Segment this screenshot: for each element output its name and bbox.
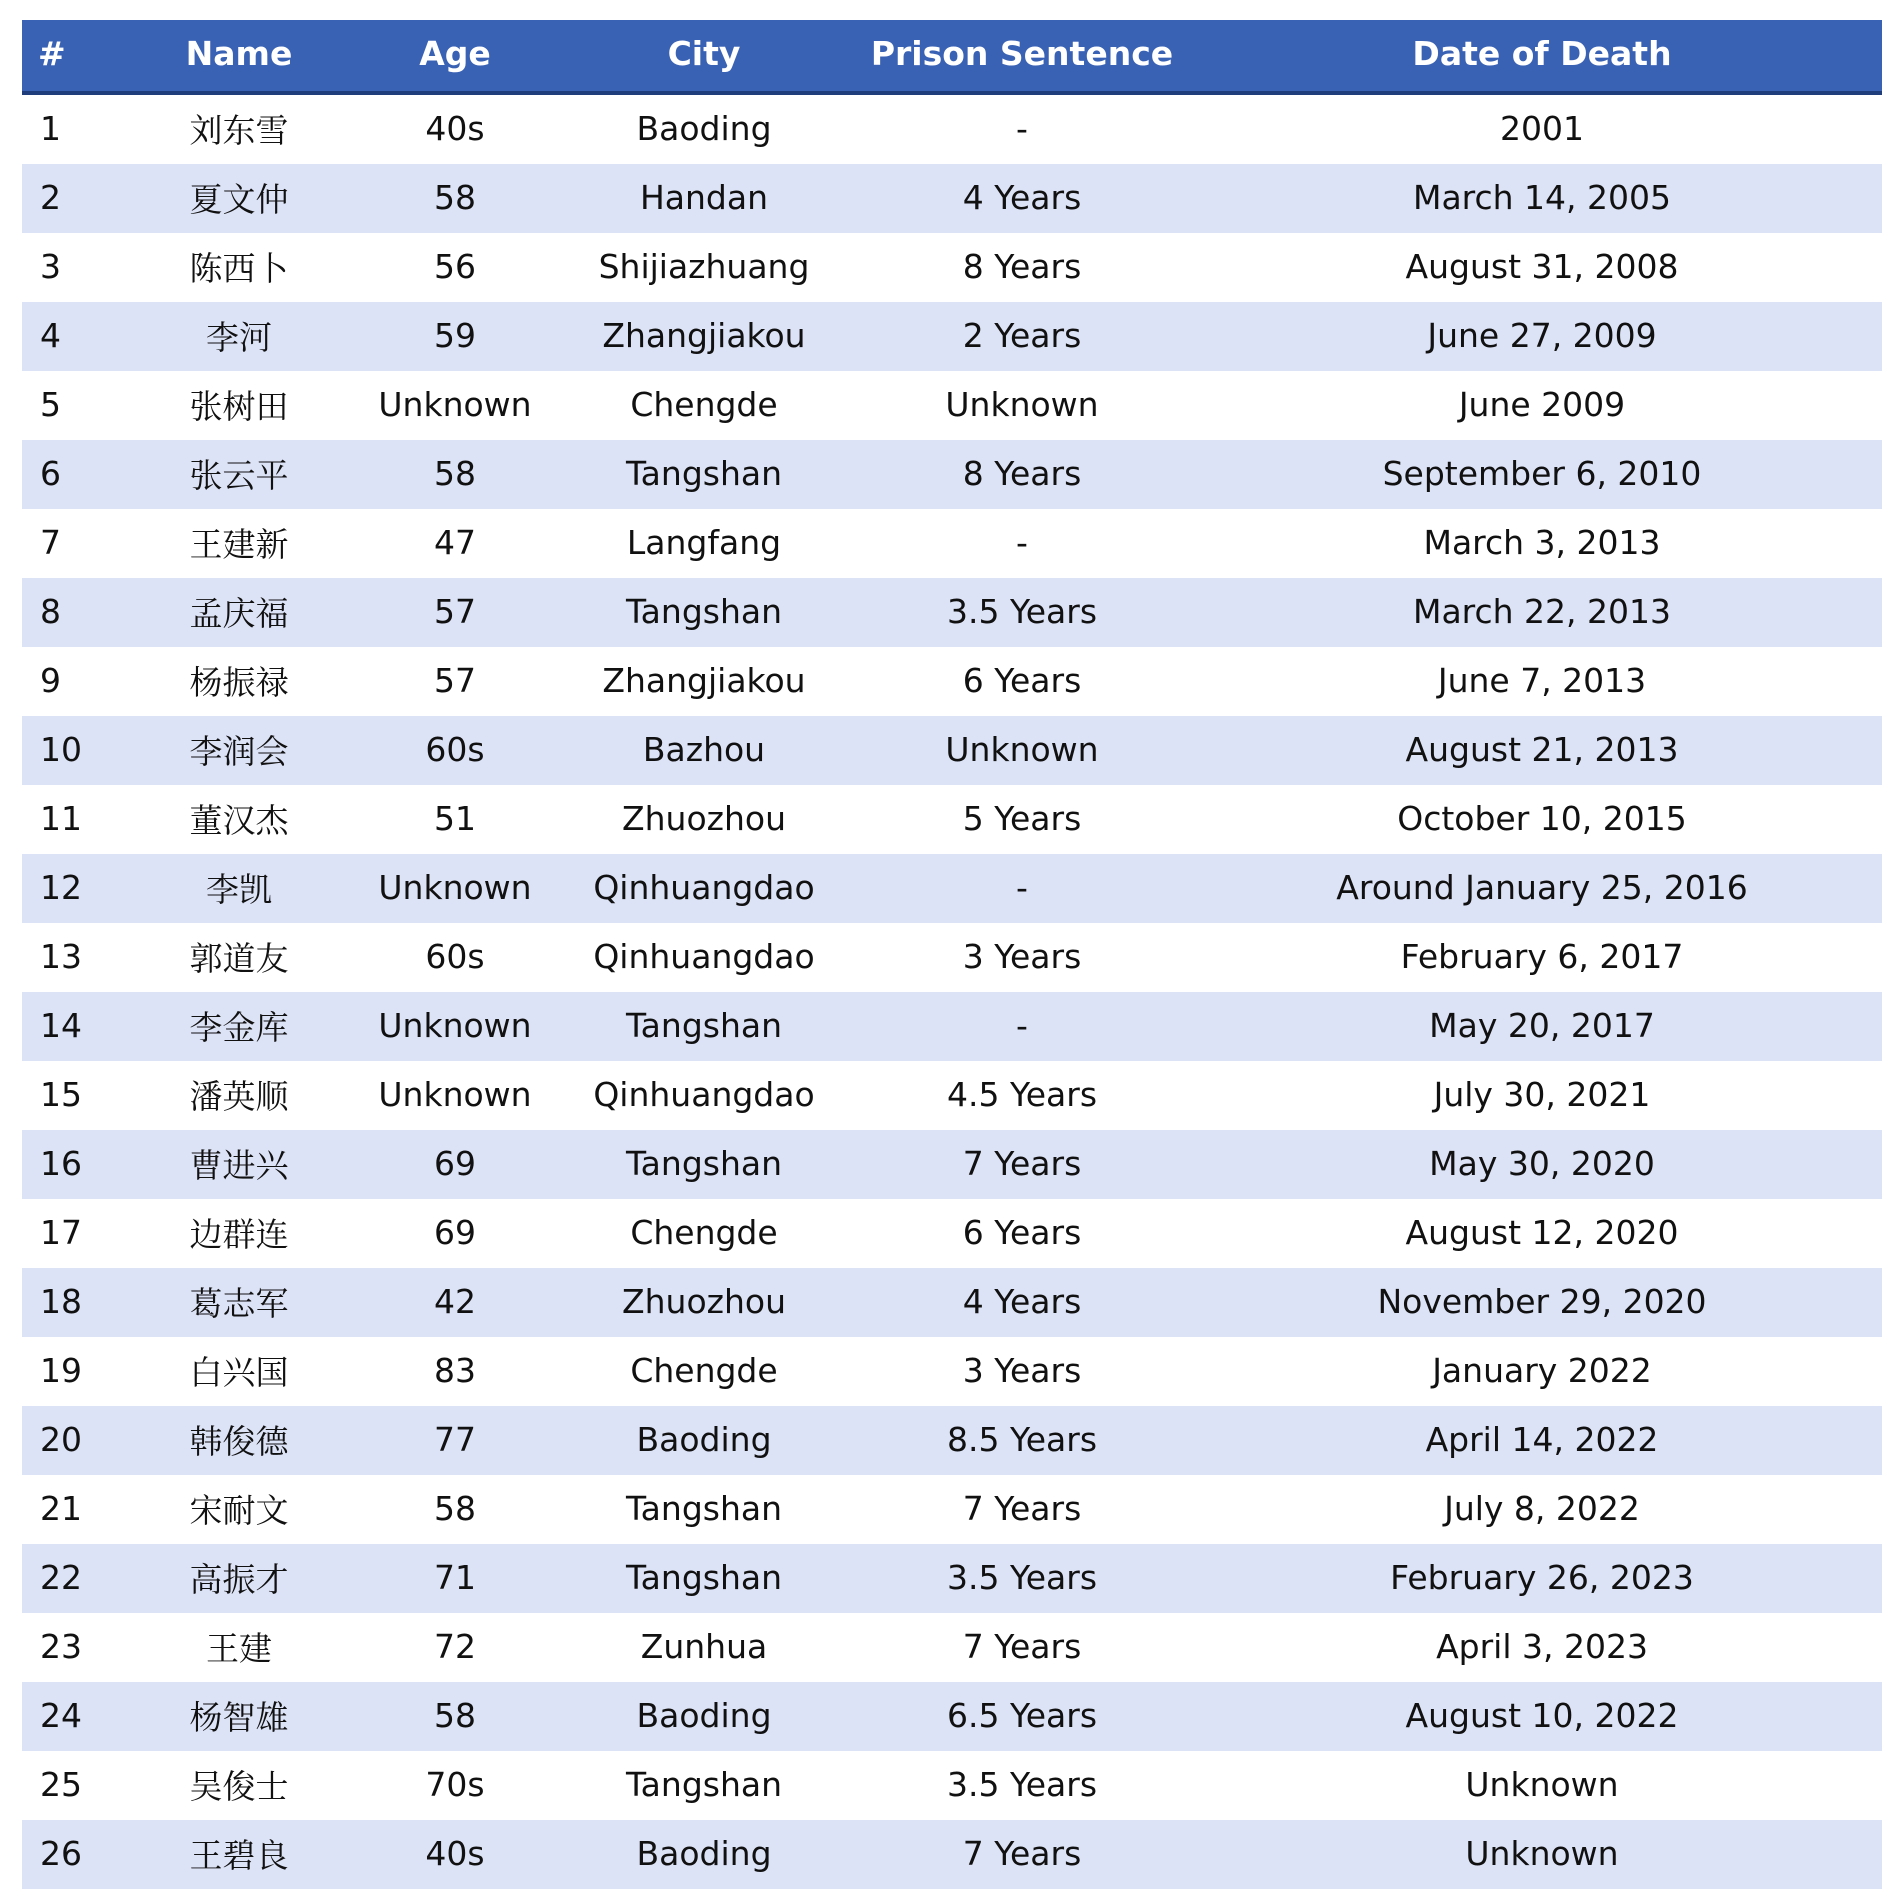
cell-city: Shijiazhuang bbox=[566, 233, 842, 302]
cell-name: 韩俊德 bbox=[134, 1406, 344, 1475]
cell-city: Tangshan bbox=[566, 1130, 842, 1199]
cell-city: Handan bbox=[566, 164, 842, 233]
cell-num: 21 bbox=[22, 1475, 134, 1544]
cell-death: July 8, 2022 bbox=[1202, 1475, 1882, 1544]
cell-city: Tangshan bbox=[566, 992, 842, 1061]
cell-death: September 6, 2010 bbox=[1202, 440, 1882, 509]
cell-name: 杨智雄 bbox=[134, 1682, 344, 1751]
cell-death: Around January 25, 2016 bbox=[1202, 854, 1882, 923]
cell-age: 70s bbox=[344, 1751, 566, 1820]
cell-sentence: 7 Years bbox=[842, 1475, 1202, 1544]
cell-name: 李凯 bbox=[134, 854, 344, 923]
cell-age: Unknown bbox=[344, 1061, 566, 1130]
cell-num: 25 bbox=[22, 1751, 134, 1820]
cell-age: Unknown bbox=[344, 992, 566, 1061]
cell-name: 李润会 bbox=[134, 716, 344, 785]
table-row bbox=[22, 1199, 1882, 1268]
cell-sentence: 4 Years bbox=[842, 164, 1202, 233]
cell-sentence: - bbox=[842, 509, 1202, 578]
cell-sentence: 3.5 Years bbox=[842, 578, 1202, 647]
cell-city: Langfang bbox=[566, 509, 842, 578]
cell-sentence: 4 Years bbox=[842, 1268, 1202, 1337]
table-row bbox=[22, 164, 1882, 233]
cell-city: Zunhua bbox=[566, 1613, 842, 1682]
cell-name: 王建 bbox=[134, 1613, 344, 1682]
cell-death: August 31, 2008 bbox=[1202, 233, 1882, 302]
cell-name: 杨振禄 bbox=[134, 647, 344, 716]
cell-name: 高振才 bbox=[134, 1544, 344, 1613]
cell-city: Qinhuangdao bbox=[566, 923, 842, 992]
cell-death: August 10, 2022 bbox=[1202, 1682, 1882, 1751]
cell-age: 58 bbox=[344, 1682, 566, 1751]
cell-death: May 20, 2017 bbox=[1202, 992, 1882, 1061]
cell-name: 李河 bbox=[134, 302, 344, 371]
cell-death: April 14, 2022 bbox=[1202, 1406, 1882, 1475]
cell-age: 40s bbox=[344, 93, 566, 164]
cell-death: August 12, 2020 bbox=[1202, 1199, 1882, 1268]
table-row bbox=[22, 854, 1882, 923]
table-row bbox=[22, 1475, 1882, 1544]
cell-sentence: 8 Years bbox=[842, 440, 1202, 509]
cell-num: 24 bbox=[22, 1682, 134, 1751]
cell-city: Bazhou bbox=[566, 716, 842, 785]
cell-age: 58 bbox=[344, 164, 566, 233]
cell-age: Unknown bbox=[344, 371, 566, 440]
cell-name: 孟庆福 bbox=[134, 578, 344, 647]
cell-num: 1 bbox=[22, 93, 134, 164]
cell-age: 77 bbox=[344, 1406, 566, 1475]
cell-name: 张云平 bbox=[134, 440, 344, 509]
cell-sentence: 4.5 Years bbox=[842, 1061, 1202, 1130]
cell-name: 宋耐文 bbox=[134, 1475, 344, 1544]
table-row bbox=[22, 716, 1882, 785]
cell-sentence: 3.5 Years bbox=[842, 1751, 1202, 1820]
cell-sentence: Unknown bbox=[842, 371, 1202, 440]
cell-city: Chengde bbox=[566, 371, 842, 440]
cell-sentence: Unknown bbox=[842, 716, 1202, 785]
table-row bbox=[22, 233, 1882, 302]
cell-name: 王碧良 bbox=[134, 1820, 344, 1889]
cell-num: 10 bbox=[22, 716, 134, 785]
cell-age: 57 bbox=[344, 647, 566, 716]
cell-sentence: - bbox=[842, 992, 1202, 1061]
table-row bbox=[22, 578, 1882, 647]
cell-city: Qinhuangdao bbox=[566, 854, 842, 923]
cell-sentence: 7 Years bbox=[842, 1820, 1202, 1889]
cell-sentence: - bbox=[842, 854, 1202, 923]
cell-age: 72 bbox=[344, 1613, 566, 1682]
cell-num: 2 bbox=[22, 164, 134, 233]
cell-name: 吴俊士 bbox=[134, 1751, 344, 1820]
table-body bbox=[22, 93, 1882, 1889]
cell-num: 9 bbox=[22, 647, 134, 716]
cell-num: 5 bbox=[22, 371, 134, 440]
cell-age: Unknown bbox=[344, 854, 566, 923]
cell-city: Tangshan bbox=[566, 1544, 842, 1613]
cell-name: 曹进兴 bbox=[134, 1130, 344, 1199]
cell-city: Tangshan bbox=[566, 1475, 842, 1544]
table-row bbox=[22, 371, 1882, 440]
cell-city: Baoding bbox=[566, 1682, 842, 1751]
cell-num: 17 bbox=[22, 1199, 134, 1268]
cell-num: 23 bbox=[22, 1613, 134, 1682]
table-row bbox=[22, 509, 1882, 578]
cell-age: 69 bbox=[344, 1130, 566, 1199]
cell-city: Zhangjiakou bbox=[566, 302, 842, 371]
cell-death: Unknown bbox=[1202, 1751, 1882, 1820]
cell-death: June 7, 2013 bbox=[1202, 647, 1882, 716]
cell-age: 51 bbox=[344, 785, 566, 854]
table-row bbox=[22, 1406, 1882, 1475]
column-header-city: City bbox=[566, 20, 842, 93]
table-row bbox=[22, 302, 1882, 371]
cell-age: 40s bbox=[344, 1820, 566, 1889]
table-row bbox=[22, 1268, 1882, 1337]
cell-name: 陈西卜 bbox=[134, 233, 344, 302]
cell-num: 14 bbox=[22, 992, 134, 1061]
table-row bbox=[22, 785, 1882, 854]
table-row bbox=[22, 1613, 1882, 1682]
cell-age: 60s bbox=[344, 716, 566, 785]
cell-sentence: 3 Years bbox=[842, 923, 1202, 992]
column-header-prison-sentence: Prison Sentence bbox=[842, 20, 1202, 93]
cell-sentence: 6 Years bbox=[842, 647, 1202, 716]
cell-age: 58 bbox=[344, 440, 566, 509]
cell-name: 潘英顺 bbox=[134, 1061, 344, 1130]
cell-num: 11 bbox=[22, 785, 134, 854]
cell-age: 71 bbox=[344, 1544, 566, 1613]
cell-name: 张树田 bbox=[134, 371, 344, 440]
cell-sentence: 6 Years bbox=[842, 1199, 1202, 1268]
cell-name: 董汉杰 bbox=[134, 785, 344, 854]
cell-death: February 26, 2023 bbox=[1202, 1544, 1882, 1613]
deaths-table bbox=[22, 20, 1882, 1889]
cell-sentence: 6.5 Years bbox=[842, 1682, 1202, 1751]
cell-death: August 21, 2013 bbox=[1202, 716, 1882, 785]
table-row bbox=[22, 992, 1882, 1061]
cell-age: 60s bbox=[344, 923, 566, 992]
cell-death: November 29, 2020 bbox=[1202, 1268, 1882, 1337]
cell-death: June 27, 2009 bbox=[1202, 302, 1882, 371]
cell-name: 葛志军 bbox=[134, 1268, 344, 1337]
cell-sentence: 8.5 Years bbox=[842, 1406, 1202, 1475]
cell-name: 夏文仲 bbox=[134, 164, 344, 233]
cell-name: 郭道友 bbox=[134, 923, 344, 992]
cell-num: 6 bbox=[22, 440, 134, 509]
table-row bbox=[22, 1337, 1882, 1406]
cell-death: April 3, 2023 bbox=[1202, 1613, 1882, 1682]
table-header bbox=[22, 20, 1882, 93]
column-header-date-of-death: Date of Death bbox=[1202, 20, 1882, 93]
cell-city: Tangshan bbox=[566, 1751, 842, 1820]
cell-age: 56 bbox=[344, 233, 566, 302]
cell-death: 2001 bbox=[1202, 93, 1882, 164]
cell-city: Chengde bbox=[566, 1199, 842, 1268]
cell-death: July 30, 2021 bbox=[1202, 1061, 1882, 1130]
cell-name: 李金库 bbox=[134, 992, 344, 1061]
cell-num: 20 bbox=[22, 1406, 134, 1475]
table-header-row bbox=[22, 20, 1882, 93]
cell-sentence: 8 Years bbox=[842, 233, 1202, 302]
cell-name: 王建新 bbox=[134, 509, 344, 578]
cell-num: 22 bbox=[22, 1544, 134, 1613]
cell-city: Tangshan bbox=[566, 440, 842, 509]
table-row bbox=[22, 923, 1882, 992]
cell-death: March 22, 2013 bbox=[1202, 578, 1882, 647]
cell-num: 8 bbox=[22, 578, 134, 647]
cell-num: 19 bbox=[22, 1337, 134, 1406]
cell-num: 12 bbox=[22, 854, 134, 923]
cell-city: Baoding bbox=[566, 93, 842, 164]
cell-age: 47 bbox=[344, 509, 566, 578]
cell-death: January 2022 bbox=[1202, 1337, 1882, 1406]
cell-num: 4 bbox=[22, 302, 134, 371]
column-header-age: Age bbox=[344, 20, 566, 93]
cell-city: Baoding bbox=[566, 1406, 842, 1475]
cell-num: 16 bbox=[22, 1130, 134, 1199]
cell-death: May 30, 2020 bbox=[1202, 1130, 1882, 1199]
cell-sentence: 7 Years bbox=[842, 1613, 1202, 1682]
table-row bbox=[22, 1820, 1882, 1889]
cell-num: 26 bbox=[22, 1820, 134, 1889]
cell-num: 15 bbox=[22, 1061, 134, 1130]
cell-death: February 6, 2017 bbox=[1202, 923, 1882, 992]
cell-age: 69 bbox=[344, 1199, 566, 1268]
cell-age: 42 bbox=[344, 1268, 566, 1337]
cell-age: 59 bbox=[344, 302, 566, 371]
table-row bbox=[22, 1130, 1882, 1199]
cell-death: Unknown bbox=[1202, 1820, 1882, 1889]
cell-city: Zhangjiakou bbox=[566, 647, 842, 716]
cell-sentence: 5 Years bbox=[842, 785, 1202, 854]
cell-age: 83 bbox=[344, 1337, 566, 1406]
cell-city: Tangshan bbox=[566, 578, 842, 647]
cell-age: 57 bbox=[344, 578, 566, 647]
cell-death: June 2009 bbox=[1202, 371, 1882, 440]
cell-sentence: 2 Years bbox=[842, 302, 1202, 371]
cell-city: Zhuozhou bbox=[566, 1268, 842, 1337]
cell-death: March 3, 2013 bbox=[1202, 509, 1882, 578]
cell-name: 边群连 bbox=[134, 1199, 344, 1268]
cell-name: 刘东雪 bbox=[134, 93, 344, 164]
cell-name: 白兴国 bbox=[134, 1337, 344, 1406]
table-row bbox=[22, 440, 1882, 509]
cell-death: October 10, 2015 bbox=[1202, 785, 1882, 854]
cell-num: 13 bbox=[22, 923, 134, 992]
cell-num: 7 bbox=[22, 509, 134, 578]
cell-num: 3 bbox=[22, 233, 134, 302]
cell-sentence: 3.5 Years bbox=[842, 1544, 1202, 1613]
table-row bbox=[22, 1751, 1882, 1820]
cell-sentence: 3 Years bbox=[842, 1337, 1202, 1406]
cell-death: March 14, 2005 bbox=[1202, 164, 1882, 233]
cell-city: Zhuozhou bbox=[566, 785, 842, 854]
cell-age: 58 bbox=[344, 1475, 566, 1544]
column-header-name: Name bbox=[134, 20, 344, 93]
column-header-number: # bbox=[22, 20, 134, 93]
cell-sentence: 7 Years bbox=[842, 1130, 1202, 1199]
cell-city: Qinhuangdao bbox=[566, 1061, 842, 1130]
table-row bbox=[22, 1544, 1882, 1613]
table-row bbox=[22, 1061, 1882, 1130]
table-row bbox=[22, 1682, 1882, 1751]
cell-city: Chengde bbox=[566, 1337, 842, 1406]
cell-city: Baoding bbox=[566, 1820, 842, 1889]
table-row bbox=[22, 93, 1882, 164]
cell-num: 18 bbox=[22, 1268, 134, 1337]
table-row bbox=[22, 647, 1882, 716]
cell-sentence: - bbox=[842, 93, 1202, 164]
